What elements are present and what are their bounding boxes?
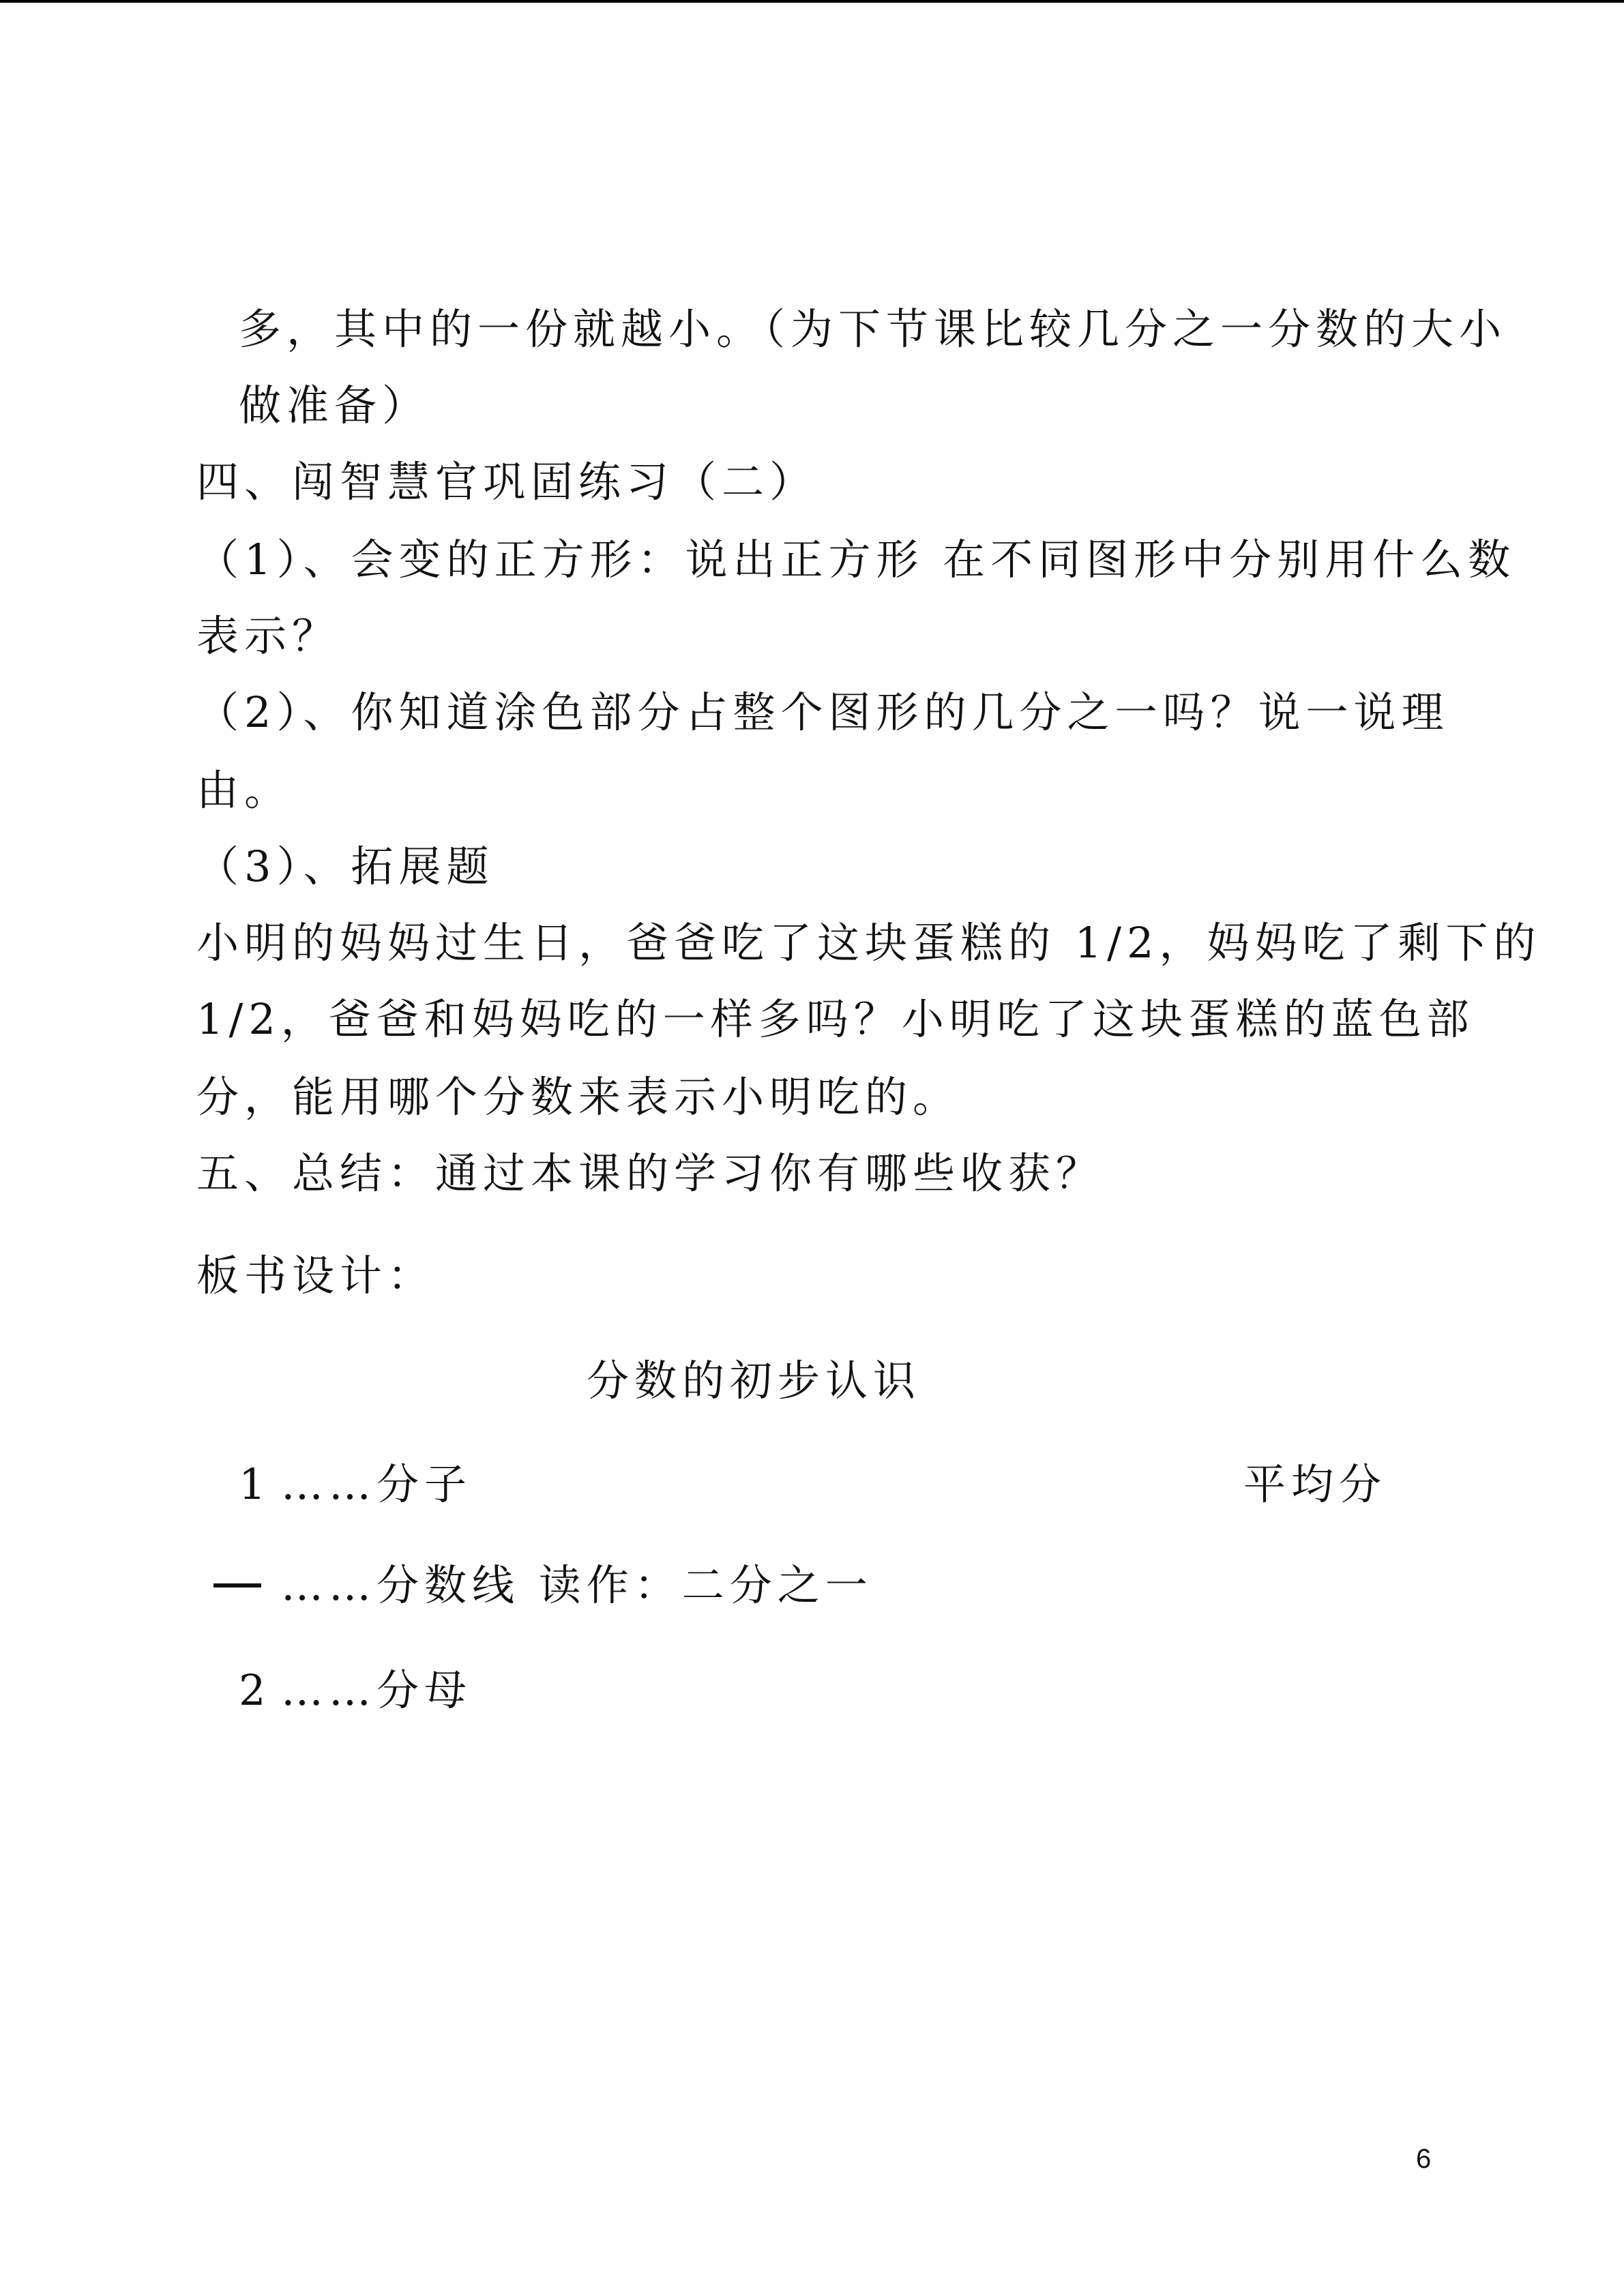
exercise-item-2: （2）、你知道涂色部分占整个图形的几分之一吗？说一说理 [196,687,1449,737]
denominator-label: ……分母 [281,1665,473,1715]
exercise-item-3: （3）、拓展题 [196,841,494,891]
board-title: 分数的初步认识 [587,1356,921,1405]
numerator-digit: 1 [239,1459,271,1509]
fraction-bar-label: ……分数线 读作：二分之一 [281,1560,873,1610]
text-line-2: 做准备） [239,381,430,430]
exercise-item-1: （1）、会变的正方形：说出正方形 在不同图形中分别用什么数 [196,535,1516,584]
page-number: 6 [1416,2144,1432,2174]
board-design-label: 板书设计： [196,1251,436,1300]
denominator-digit: 2 [239,1665,271,1715]
numerator-label: ……分子 [281,1459,473,1509]
section-heading-4: 四、闯智慧官巩固练习（二） [196,457,818,507]
page-top-border [0,0,1624,3]
text-line-10: 1/2，爸爸和妈妈吃的一样多吗？小明吃了这块蛋糕的蓝色部 [196,994,1475,1044]
average-division-label: 平均分 [1243,1459,1387,1509]
fraction-bar [213,1583,261,1587]
text-line-5: 表示？ [196,611,340,661]
text-line-7: 由。 [196,765,293,815]
section-heading-5: 五、总结：通过本课的学习你有哪些收获？ [196,1148,1104,1198]
text-line-1: 多，其中的一份就越小。（为下节课比较几分之一分数的大小 [239,304,1507,354]
text-line-9: 小明的妈妈过生日，爸爸吃了这块蛋糕的 1/2，妈妈吃了剩下的 [196,918,1541,968]
text-line-11: 分，能用哪个分数来表示小明吃的。 [196,1072,961,1122]
